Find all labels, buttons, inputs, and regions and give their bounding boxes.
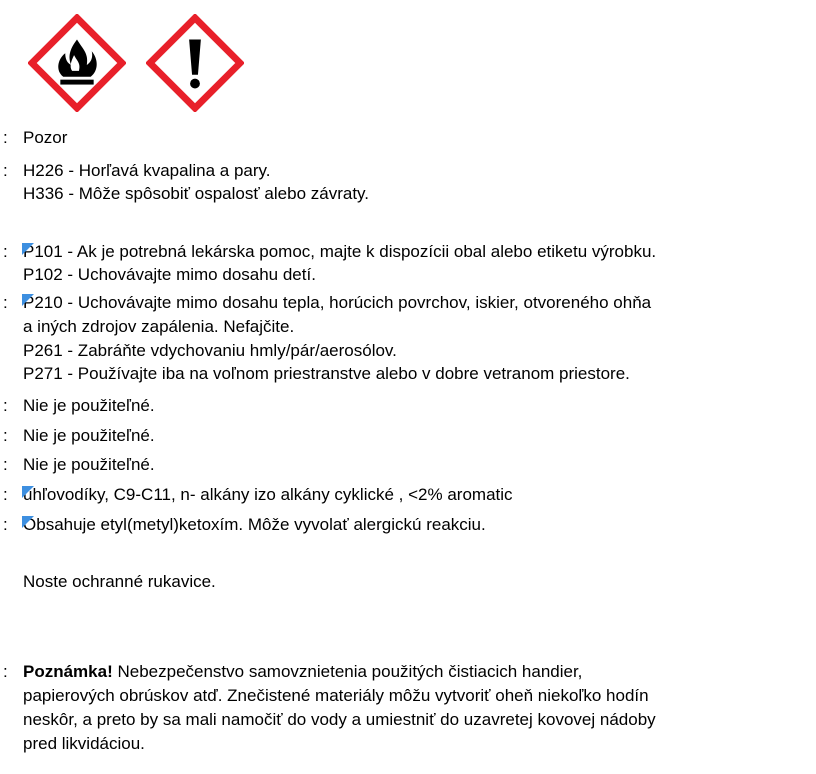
note-line: neskôr, a preto by sa mali namočiť do vody a umiestniť do uzavretej kovovej nádoby — [23, 710, 656, 729]
colon: : — [3, 293, 8, 312]
precautionary-statement: P102 - Uchovávajte mimo dosahu detí. — [23, 265, 316, 284]
comment-flag-icon[interactable]: P — [23, 242, 35, 261]
precautionary-statement: P101 - Ak je potrebná lekárska pomoc, majte k dispozícii obal alebo etiketu výrobku. — [23, 242, 657, 261]
colon: : — [3, 455, 8, 474]
not-applicable-text: Nie je použiteľné. — [23, 455, 155, 474]
not-applicable-text: Nie je použiteľné. — [23, 426, 155, 445]
colon: : — [3, 662, 8, 681]
signal-word: Pozor — [23, 128, 68, 147]
ghs02-flame-icon — [28, 14, 126, 112]
hazardous-components: uhľovodíky, C9-C11, n- alkány izo alkány cyklické , <2% aromatic — [23, 485, 513, 504]
comment-flag-icon[interactable]: P — [23, 293, 35, 312]
colon: : — [3, 128, 8, 147]
colon: : — [3, 515, 8, 534]
note-line: papierových obrúskov atď. Znečistené materiály môžu vytvoriť oheň niekoľko hodín — [23, 686, 649, 705]
note-line: pred likvidáciou. — [23, 734, 145, 753]
not-applicable-text: Nie je použiteľné. — [23, 396, 155, 415]
colon: : — [3, 485, 8, 504]
comment-flag-icon[interactable]: O — [23, 515, 37, 534]
hazard-statement: H226 - Horľavá kvapalina a pary. — [23, 161, 271, 180]
gloves-statement: Noste ochranné rukavice. — [23, 572, 216, 591]
note-label: Poznámka! — [23, 662, 113, 681]
hazard-statement: H336 - Môže spôsobiť ospalosť alebo závraty. — [23, 184, 370, 203]
colon: : — [3, 426, 8, 445]
comment-flag-icon[interactable]: u — [23, 485, 33, 504]
colon: : — [3, 161, 8, 180]
precautionary-statement: a iných zdrojov zapálenia. Nefajčite. — [23, 317, 295, 336]
colon: : — [3, 242, 8, 261]
precautionary-statement: P210 - Uchovávajte mimo dosahu tepla, horúcich povrchov, iskier, otvoreného ohňa — [23, 293, 652, 312]
precautionary-statement: P271 - Používajte iba na voľnom priestranstve alebo v dobre vetranom priestore. — [23, 364, 630, 383]
colon: : — [3, 396, 8, 415]
ghs07-exclamation-icon — [146, 14, 244, 112]
supplemental-statement: Obsahuje etyl(metyl)ketoxím. Môže vyvolať alergickú reakciu. — [23, 515, 486, 534]
note-line: Poznámka! Nebezpečenstvo samovznietenia použitých čistiacich handier, — [23, 662, 583, 681]
precautionary-statement: P261 - Zabráňte vdychovaniu hmly/pár/aerosólov. — [23, 341, 397, 360]
